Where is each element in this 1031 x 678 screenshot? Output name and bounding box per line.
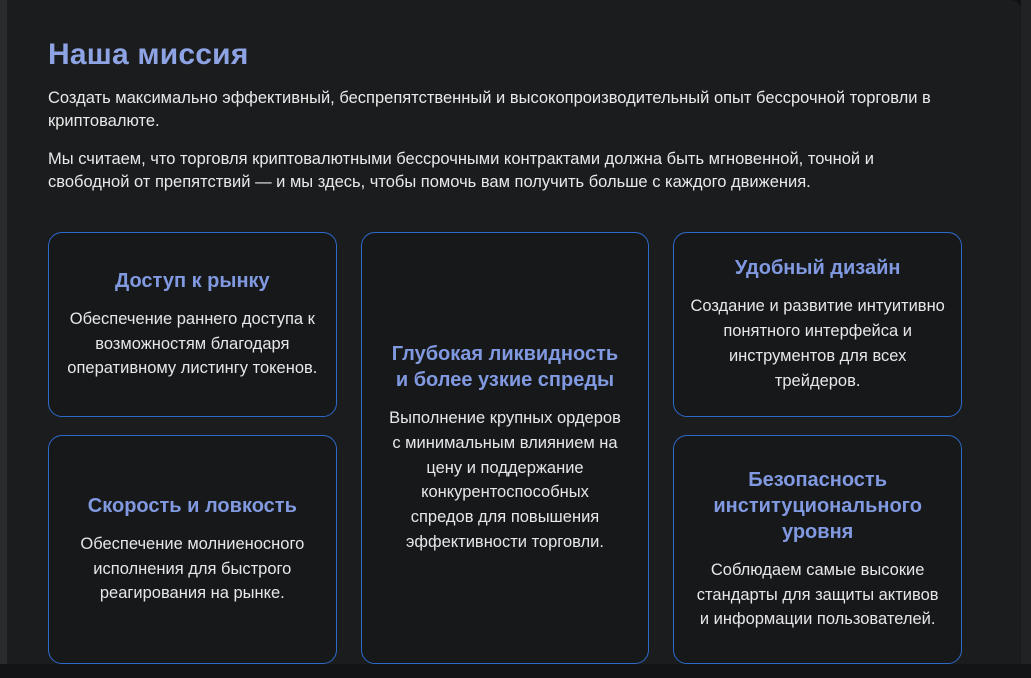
card-institutional-security-body: Соблюдаем самые высокие стандарты для защиты активов и информации пользователей.	[696, 560, 939, 629]
card-speed-agility-body: Обеспечение молниеносного исполнения для быстрого реагирования на рынке.	[80, 534, 305, 603]
card-institutional-security	[673, 435, 962, 664]
card-deep-liquidity	[361, 232, 650, 664]
card-deep-liquidity-body: Выполнение крупных ордеров с минимальным влиянием на цену и поддержание конкурентоспособных спредов для повышения эффективности торговли.	[389, 409, 621, 551]
window-edge-left	[0, 0, 7, 678]
card-convenient-design-title: Удобный дизайн	[734, 257, 901, 280]
page-title: Наша миссия	[48, 38, 249, 71]
mission-content	[48, 0, 978, 664]
card-market-access	[48, 232, 337, 417]
bottom-band	[0, 664, 1031, 678]
card-deep-liquidity-title: Глубокая ликвидность и более узкие спреды	[391, 343, 619, 392]
card-convenient-design	[673, 232, 962, 417]
window-edge-right	[1021, 0, 1031, 678]
card-speed-agility-title: Скорость и ловкость	[87, 494, 297, 517]
mission-cards-grid	[48, 232, 962, 664]
card-market-access-title: Доступ к рынку	[114, 269, 270, 292]
card-convenient-design-body: Создание и развитие интуитивно понятного интерфейса и инструментов для всех трейдеров.	[690, 297, 945, 390]
intro-paragraph-1: Создать максимально эффективный, беспрепятственный и высокопроизводительный опыт бессрочной торговли в криптовалюте.	[48, 88, 931, 131]
card-speed-agility	[48, 435, 337, 664]
mission-section	[7, 0, 1021, 664]
intro-paragraph-2: Мы считаем, что торговля криптовалютными бессрочными контрактами должна быть мгновенной, точной и свободной от препятствий — и мы здесь, чтобы помочь вам получить больше с каждого движения.	[48, 149, 874, 192]
card-market-access-body: Обеспечение раннего доступа к возможностям благодаря оперативному листингу токенов.	[67, 309, 318, 378]
mission-intro	[48, 87, 978, 195]
card-institutional-security-title: Безопасность институционального уровня	[713, 468, 922, 543]
